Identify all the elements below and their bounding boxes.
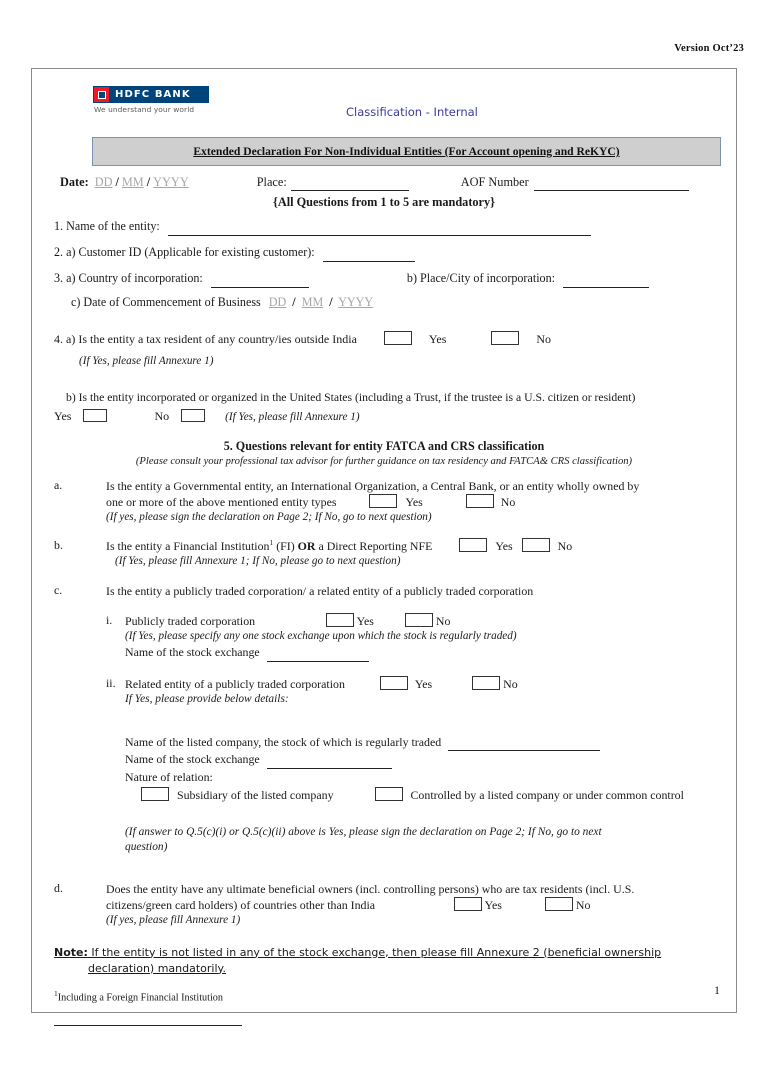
aof-label: AOF Number [460, 175, 529, 189]
q5cii-yes-label: Yes [414, 676, 433, 691]
item-d-line2-row [106, 897, 714, 913]
commencement-dd-field[interactable]: DD [268, 294, 287, 309]
question-4b-answers [54, 409, 714, 425]
question-3a-label: 3. a) Country of incorporation: [54, 270, 203, 285]
item-c-text: Is the entity a publicly traded corporation/ a related entity of a publicly traded corporation [106, 583, 534, 598]
q5a-yes-checkbox[interactable] [369, 494, 397, 508]
note-line-1: If the entity is not listed in any of the stock exchange, then please fill Annexure 2 (beneficial ownership [87, 945, 662, 959]
footnote-text: Including a Foreign Financial Institution [57, 992, 223, 1004]
date-mm-field[interactable]: MM [121, 175, 144, 189]
relation-subsidiary-label: Subsidiary of the listed company [176, 787, 334, 802]
item-c-i-line [125, 613, 714, 629]
q4a-no-label: No [536, 331, 552, 346]
commencement-yyyy-field[interactable]: YYYY [338, 294, 374, 309]
q5cii-no-label: No [503, 676, 518, 691]
date-sep-1: / [115, 175, 119, 189]
item-a-line2-row [106, 494, 714, 510]
item-d-line1: Does the entity have any ultimate beneficial owners (incl. controlling persons) who are tax residents (incl. U.S. [106, 881, 635, 896]
q5a-yes-label: Yes [405, 494, 423, 509]
section-5-subheading: (Please consult your professional tax advisor for further guidance on tax residency and FATCA& CRS classification) [135, 455, 633, 467]
section-5-item-b [54, 538, 714, 569]
item-c-i-exchange-row [125, 644, 714, 661]
question-4a-hint: (If Yes, please fill Annexure 1) [79, 354, 214, 367]
item-b-text-post: a Direct Reporting NFE [315, 539, 433, 554]
item-d-line2: citizens/green card holders) of countries other than India [106, 898, 376, 913]
q5ci-yes-checkbox[interactable] [326, 613, 354, 627]
mandatory-note: {All Questions from 1 to 5 are mandatory} [272, 195, 496, 209]
relation-subsidiary-checkbox[interactable] [141, 787, 169, 801]
item-c-closing-hint [125, 825, 714, 856]
section-5-item-c [54, 583, 714, 599]
version-label: Version Oct’23 [674, 43, 744, 54]
q5b-no-label: No [557, 539, 573, 554]
section-5-item-c-i [106, 613, 714, 662]
question-1 [54, 219, 714, 236]
item-c-ii-text: Related entity of a publicly traded corporation [125, 676, 345, 691]
footnote-mark: 1 [54, 989, 58, 999]
q4a-no-checkbox[interactable] [491, 331, 519, 345]
section-5-item-c-ii [106, 676, 714, 856]
q5d-yes-checkbox[interactable] [454, 897, 482, 911]
commencement-sep-2: / [329, 294, 333, 309]
q4b-yes-checkbox[interactable] [83, 409, 107, 422]
item-c-i-exchange-label: Name of the stock exchange [125, 645, 260, 660]
item-c-closing-hint-line1: (If answer to Q.5(c)(i) or Q.5(c)(ii) above is Yes, please sign the declaration on Page 2; If No, go to next [125, 825, 602, 838]
item-d-hint: (If yes, please fill Annexure 1) [106, 914, 241, 927]
q5ci-no-checkbox[interactable] [405, 613, 433, 627]
item-c-ii-marker: ii. [106, 675, 116, 690]
item-c-i-marker: i. [106, 612, 113, 627]
item-a-marker: a. [54, 477, 63, 492]
q4b-yes-label: Yes [54, 408, 72, 423]
item-b-line1 [106, 538, 714, 554]
section-5-item-a [54, 478, 714, 526]
question-4b-hint: (If Yes, please fill Annexure 1) [225, 410, 360, 423]
date-yyyy-field[interactable]: YYYY [153, 175, 189, 189]
q5cii-yes-checkbox[interactable] [380, 676, 408, 690]
q5a-no-label: No [500, 494, 516, 509]
question-4a [54, 331, 714, 348]
exchange-row-2 [125, 751, 714, 768]
listed-company-row [125, 734, 714, 751]
date-label: Date: [60, 175, 89, 189]
question-3c [71, 295, 714, 311]
form-title-bar [92, 137, 721, 166]
item-b-text-pre: Is the entity a Financial Institution [106, 539, 270, 554]
item-a-hint: (If yes, please sign the declaration on Page 2; If No, go to next question) [106, 511, 432, 524]
commencement-mm-field[interactable]: MM [301, 294, 324, 309]
question-4b-label: b) Is the entity incorporated or organized in the United States (including a Trust, if the trustee is a U.S. citizen or resident) [66, 391, 636, 405]
q4a-yes-label: Yes [428, 331, 447, 346]
entity-name-input[interactable] [168, 219, 591, 236]
q5b-no-checkbox[interactable] [522, 538, 550, 552]
logo-bar [93, 86, 209, 103]
item-c-closing-hint-line2: question) [125, 841, 168, 854]
q5a-no-checkbox[interactable] [466, 494, 494, 508]
listed-company-label: Name of the listed company, the stock of which is regularly traded [125, 735, 442, 750]
item-c-marker: c. [54, 582, 63, 597]
question-1-label: 1. Name of the entity: [54, 219, 160, 233]
document-header [54, 83, 714, 129]
note-label: Note: [54, 945, 88, 959]
q5ci-yes-label: Yes [356, 613, 374, 628]
item-c-ii-exchange-label: Name of the stock exchange [125, 752, 260, 767]
item-c-i-hint: (If Yes, please specify any one stock exchange upon which the stock is regularly traded) [125, 630, 517, 643]
form-body [54, 175, 714, 1026]
item-b-footnote-mark: 1 [269, 538, 274, 548]
stock-exchange-input-2[interactable] [267, 751, 392, 768]
classification-label: Classification - Internal [346, 105, 478, 119]
hdfc-square-icon [94, 87, 109, 102]
relation-options-row [141, 787, 714, 803]
stock-exchange-input-1[interactable] [267, 644, 369, 661]
customer-id-input[interactable] [323, 245, 415, 262]
section-5-heading: 5. Questions relevant for entity FATCA and CRS classification [223, 438, 545, 453]
footnote [54, 989, 714, 1003]
item-a-line2: one or more of the above mentioned entity types [106, 494, 337, 509]
place-input[interactable] [291, 175, 409, 191]
q5d-no-label: No [575, 898, 591, 913]
relation-label: Nature of relation: [125, 769, 213, 784]
q4b-no-label: No [154, 408, 170, 423]
date-dd-field[interactable]: DD [94, 175, 113, 189]
date-sep-2: / [146, 175, 151, 189]
item-b-hint: (If Yes, please fill Annexure 1; If No, please go to next question) [115, 555, 401, 568]
item-b-text-or: OR [297, 539, 316, 554]
logo-tagline: We understand your world [94, 105, 195, 114]
hdfc-bank-logo [93, 86, 221, 114]
question-3c-label: c) Date of Commencement of Business [71, 294, 261, 309]
question-3a [54, 271, 714, 288]
page-number: 1 [714, 983, 720, 997]
question-3b-label: b) Place/City of incorporation: [406, 270, 556, 285]
question-2a [54, 245, 714, 262]
q5cii-no-checkbox[interactable] [472, 676, 500, 690]
listed-company-input[interactable] [448, 734, 600, 751]
q4b-no-checkbox[interactable] [181, 409, 205, 422]
q5d-no-checkbox[interactable] [545, 897, 573, 911]
logo-wordmark: HDFC BANK [115, 89, 191, 100]
meta-row [60, 175, 714, 191]
country-incorporation-input[interactable] [211, 271, 309, 288]
item-d-marker: d. [54, 880, 63, 895]
q5b-yes-label: Yes [495, 539, 513, 554]
place-label: Place: [256, 175, 287, 189]
note-block [54, 945, 714, 977]
item-b-marker: b. [54, 538, 63, 553]
question-4a-label: 4. a) Is the entity a tax resident of any country/ies outside India [54, 331, 357, 346]
document-page [31, 68, 737, 1013]
question-2a-label: 2. a) Customer ID (Applicable for existing customer): [54, 244, 315, 259]
section-5-item-d [54, 881, 714, 929]
item-c-i-text: Publicly traded corporation [125, 613, 256, 628]
item-c-ii-line [125, 676, 714, 692]
note-line-2: declaration) mandatorily. [88, 961, 226, 975]
q4a-yes-checkbox[interactable] [384, 331, 412, 345]
form-title: Extended Declaration For Non-Individual Entities (For Account opening and ReKYC) [193, 145, 620, 158]
relation-controlled-checkbox[interactable] [375, 787, 403, 801]
commencement-sep-1: / [292, 294, 296, 309]
q5b-yes-checkbox[interactable] [459, 538, 487, 552]
q5ci-no-label: No [435, 613, 451, 628]
item-c-ii-hint: If Yes, please provide below details: [125, 692, 289, 705]
hdfc-square-inner-icon [98, 91, 106, 99]
item-b-text-mid: (FI) [273, 539, 298, 554]
item-a-line1: Is the entity a Governmental entity, an International Organization, a Central Bank, or an entity wholly owned by [106, 478, 640, 493]
signature-line [54, 1025, 242, 1026]
place-incorporation-input[interactable] [563, 271, 649, 288]
q5d-yes-label: Yes [484, 898, 502, 913]
relation-controlled-label: Controlled by a listed company or under common control [410, 787, 684, 802]
aof-number-input[interactable] [534, 175, 689, 191]
